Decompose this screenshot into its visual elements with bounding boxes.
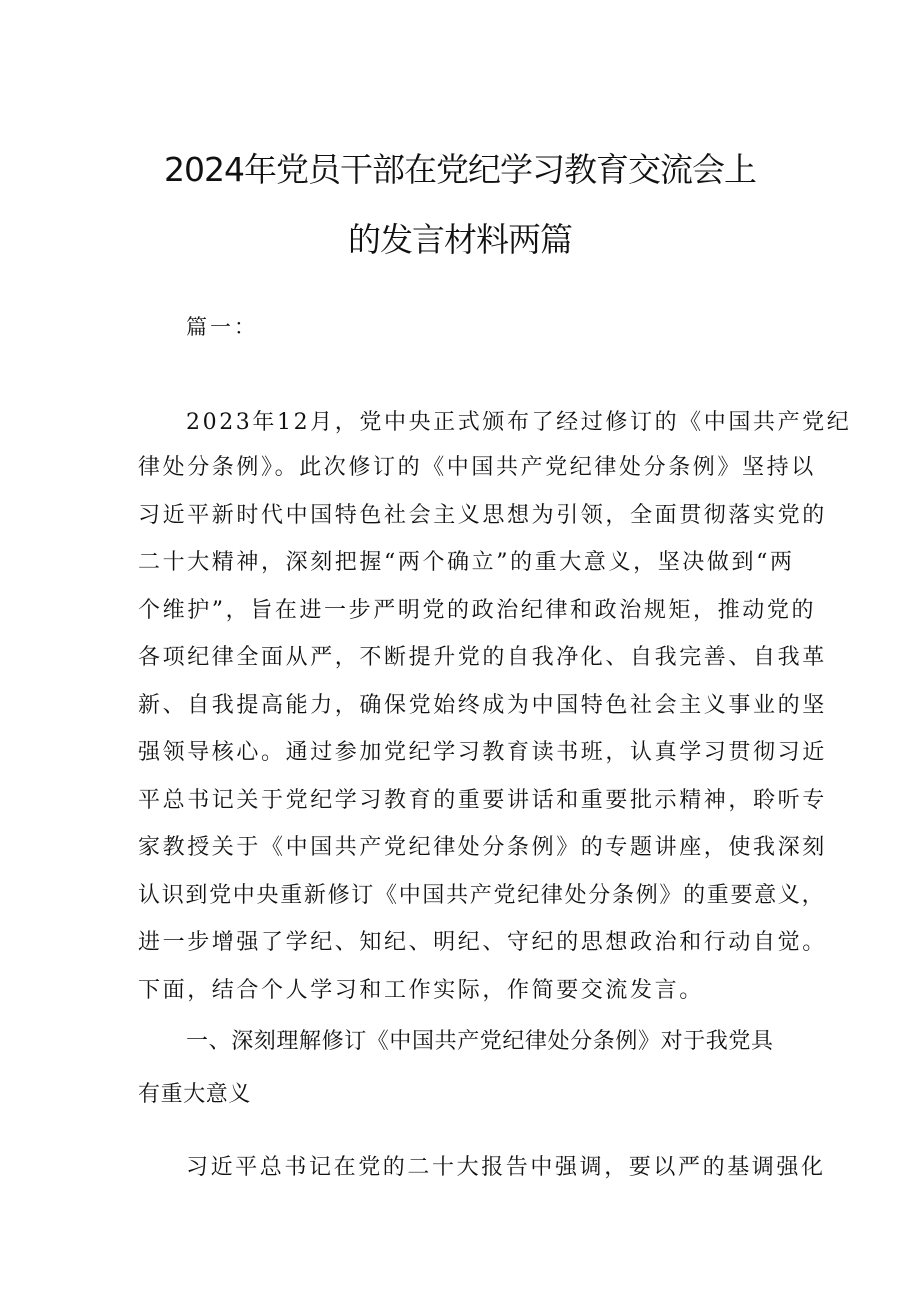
paragraph-line: 进一步增强了学纪、知纪、明纪、守纪的思想政治和行动自觉。 — [138, 930, 827, 955]
document-title-line-2: 的发言材料两篇 — [348, 220, 572, 259]
paragraph-line: 二十大精神，深刻把握“两个确立”的重大意义，坚决做到“两 — [138, 550, 795, 575]
paragraph-line: 强领导核心。通过参加党纪学习教育读书班，认真学习贯彻习近 — [138, 740, 827, 765]
paragraph-line: 习近平新时代中国特色社会主义思想为引领，全面贯彻落实党的 — [138, 503, 827, 528]
paragraph-line: 家教授关于《中国共产党纪律处分条例》的专题讲座，使我深刻 — [138, 835, 827, 860]
paragraph-line: 平总书记关于党纪学习教育的重要讲话和重要批示精神，聆听专 — [138, 788, 827, 813]
paragraph-line: 认识到党中央重新修订《中国共产党纪律处分条例》的重要意义， — [138, 883, 826, 908]
paragraph-line: 下面，结合个人学习和工作实际，作简要交流发言。 — [138, 978, 704, 1003]
section-label: 篇一： — [186, 315, 258, 339]
paragraph-line: 2023年12月，党中央正式颁布了经过修订的《中国共产党纪 — [186, 410, 852, 435]
heading-line: 一、深刻理解修订《中国共产党纪律处分条例》对于我党具 — [186, 1029, 774, 1054]
heading-line: 有重大意义 — [138, 1082, 252, 1107]
document-title-line-1: 2024年党员干部在党纪学习教育交流会上 — [164, 150, 756, 189]
paragraph-line: 习近平总书记在党的二十大报告中强调，要以严的基调强化 — [186, 1155, 826, 1180]
paragraph-line: 新、自我提高能力，确保党始终成为中国特色社会主义事业的坚 — [138, 693, 827, 718]
paragraph-line: 各项纪律全面从严，不断提升党的自我净化、自我完善、自我革 — [138, 645, 827, 670]
paragraph-line: 律处分条例》。此次修订的《中国共产党纪律处分条例》坚持以 — [138, 455, 816, 480]
paragraph-line: 个维护”，旨在进一步严明党的政治纪律和政治规矩，推动党的 — [138, 598, 817, 623]
